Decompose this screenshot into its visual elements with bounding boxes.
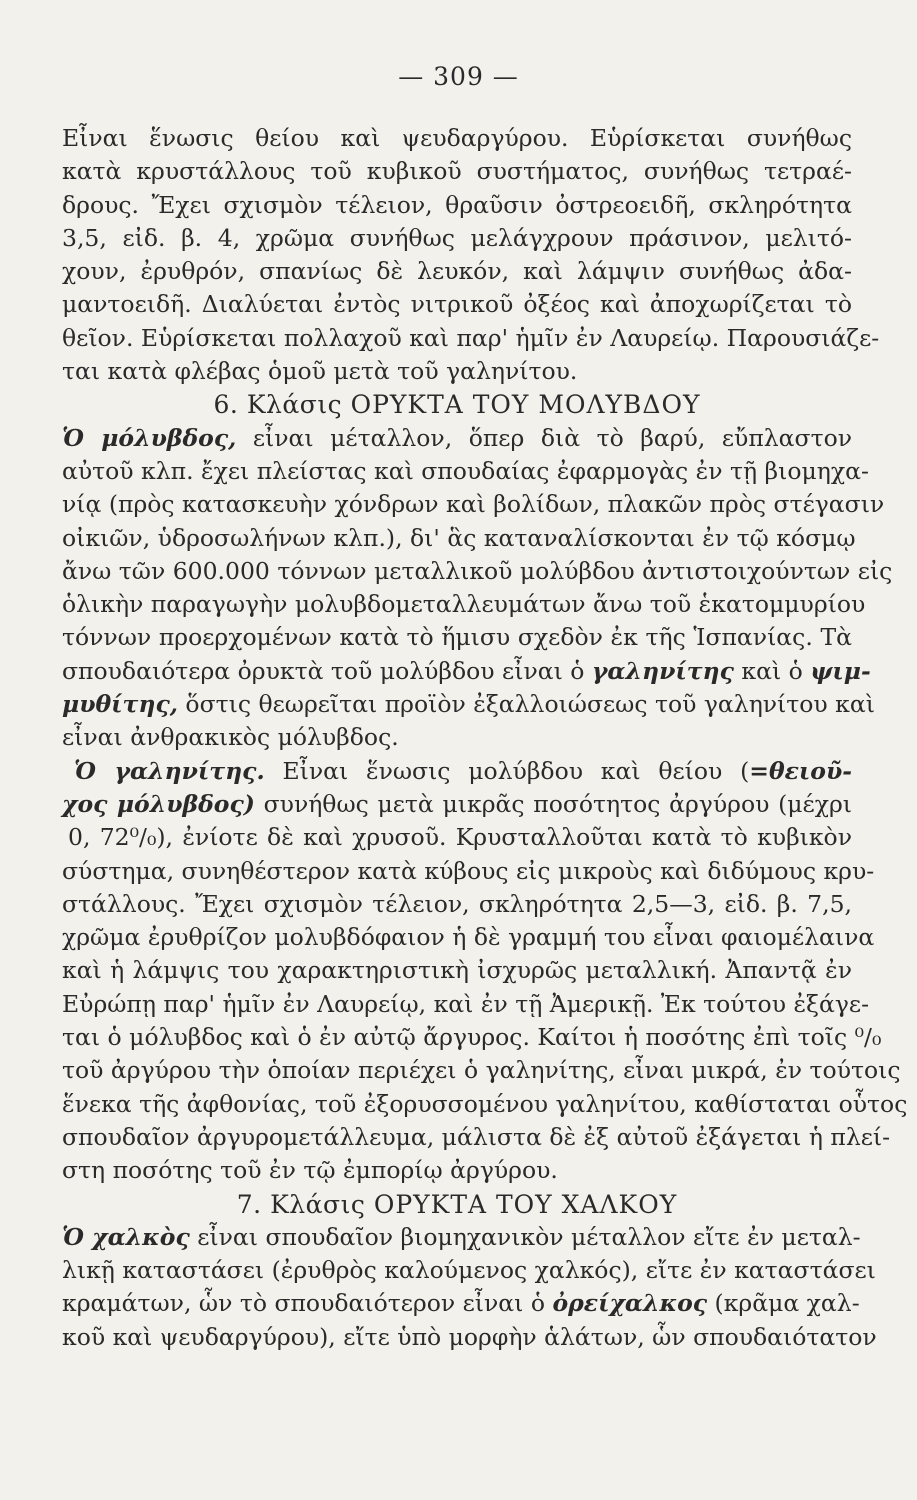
section-title: ΟΡΥΚΤΑ ΤΟΥ ΜΟΛΥΒΔΟΥ	[350, 390, 701, 420]
text-line: 0, 72⁰/₀), ἐνίοτε δὲ καὶ χρυσοῦ. Κρυσταλλοῦται κατὰ τὸ κυβικὸν	[68, 823, 852, 852]
term-lead: Ὁ μόλυβδος,	[62, 423, 237, 452]
text-line: κατὰ κρυστάλλους τοῦ κυβικοῦ συστήματος, συνήθως τετραέ-	[62, 157, 852, 186]
text-line: σπουδαῖον ἀργυρομετάλλευμα, μάλιστα δὲ ἐξ αὐτοῦ ἐξάγεται ἡ πλεί-	[62, 1122, 891, 1151]
text-line: μαντοειδῆ. Διαλύεται ἐντὸς νιτρικοῦ ὀξέος καὶ ἀποχωρίζεται τὸ	[62, 290, 852, 319]
text-line: χρῶμα ἐρυθρίζον μολυβδόφαιον ἡ δὲ γραμμή του εἶναι φαιομέλαινα	[62, 923, 875, 952]
text-line: Ὁ χαλκὸς εἶναι σπουδαῖον βιομηχανικὸν μέταλλον εἴτε ἐν μεταλ-	[62, 1222, 861, 1251]
term-cerussite: ψιμ-	[810, 656, 871, 685]
term-copper: Ὁ χαλκὸς	[62, 1222, 190, 1251]
body-text	[62, 122, 908, 1354]
text-line: οἰκιῶν, ὑδροσωλήνων κλπ.), δι' ἃς καταναλίσκονται ἐν τῷ κόσμῳ	[62, 523, 856, 552]
text-line: τόννων προερχομένων κατὰ τὸ ἥμισυ σχεδὸν ἐκ τῆς Ἱσπανίας. Τὰ	[62, 623, 852, 652]
text-line: Εὐρώπῃ παρ' ἡμῖν ἐν Λαυρείῳ, καὶ ἐν τῇ Ἀμερικῇ. Ἐκ τούτου ἐξάγε-	[62, 989, 870, 1018]
text-line: ται κατὰ φλέβας ὁμοῦ μετὰ τοῦ γαληνίτου.	[62, 357, 578, 386]
term-galena: γαληνίτης	[591, 656, 734, 685]
section-number: 7.	[236, 1189, 262, 1219]
text-line: στάλλους. Ἔχει σχισμὸν τέλειον, σκληρότητα 2,5—3, εἰδ. β. 7,5,	[62, 889, 852, 918]
text-line: κοῦ καὶ ψευδαργύρου), εἴτε ὑπὸ μορφὴν ἁλάτων, ὧν σπουδαιότατον	[62, 1322, 877, 1351]
term-galena-head: Ὁ γαληνίτης.	[74, 756, 265, 785]
section-word: Κλάσις	[270, 1189, 366, 1219]
text-line: θεῖον. Εὑρίσκεται πολλαχοῦ καὶ παρ' ἡμῖν ἐν Λαυρείῳ. Παρουσιάζε-	[62, 323, 880, 352]
text-line: χος μόλυβδος) συνήθως μετὰ μικρᾶς ποσότητος ἀργύρου (μέχρι	[62, 789, 852, 818]
section-heading-copper	[62, 1188, 852, 1221]
text-line: ἄνω τῶν 600.000 τόννων μεταλλικοῦ μολύβδου ἀντιστοιχούντων εἰς	[62, 556, 893, 585]
text-line: Ὁ γαληνίτης. Εἶναι ἕνωσις μολύβδου καὶ θείου (=θειοῦ-	[74, 756, 853, 785]
term-lead-sulfide-cont: χος μόλυβδος)	[62, 789, 255, 818]
text-line: αὐτοῦ κλπ. ἔχει πλείστας καὶ σπουδαίας ἐφαρμογὰς ἐν τῇ βιομηχα-	[62, 456, 869, 485]
text-line: σπουδαιότερα ὀρυκτὰ τοῦ μολύβδου εἶναι ὁ γαληνίτης καὶ ὁ ψιμ-	[62, 656, 871, 685]
text-line: νίᾳ (πρὸς κατασκευὴν χόνδρων καὶ βολίδων, πλακῶν πρὸς στέγασιν	[62, 490, 885, 519]
text-line: εἶναι ἀνθρακικὸς μόλυβδος.	[62, 723, 399, 752]
text-line: στη ποσότης τοῦ ἐν τῷ ἐμπορίῳ ἀργύρου.	[62, 1156, 558, 1185]
page-number: — 309 —	[398, 62, 519, 91]
text-line: μυθίτης, ὅστις θεωρεῖται προϊὸν ἐξαλλοιώσεως τοῦ γαληνίτου καὶ	[62, 690, 875, 719]
section-title: ΟΡΥΚΤΑ ΤΟΥ ΧΑΛΚΟΥ	[373, 1189, 678, 1219]
section-word: Κλάσις	[246, 390, 343, 420]
text-line: ται ὁ μόλυβδος καὶ ὁ ἐν αὐτῷ ἄργυρος. Καίτοι ἡ ποσότης ἐπὶ τοῖς ⁰/₀	[62, 1023, 882, 1052]
text-line: Ὁ μόλυβδος, εἶναι μέταλλον, ὅπερ διὰ τὸ βαρύ, εὔπλαστον	[62, 423, 852, 452]
text-line: λικῇ καταστάσει (ἐρυθρὸς καλούμενος χαλκός), εἴτε ἐν καταστάσει	[62, 1256, 876, 1285]
text-line: Εἶναι ἕνωσις θείου καὶ ψευδαργύρου. Εὑρίσκεται συνήθως	[62, 124, 852, 152]
text-line: δρους. Ἔχει σχισμὸν τέλειον, θραῦσιν ὀστρεοειδῆ, σκληρότητα	[62, 190, 852, 219]
text-line: κραμάτων, ὧν τὸ σπουδαιότερον εἶναι ὁ ὀρείχαλκος (κρᾶμα χαλ-	[62, 1289, 860, 1318]
term-cerussite-cont: μυθίτης,	[62, 690, 178, 719]
text-line: 3,5, εἰδ. β. 4, χρῶμα συνήθως μελάγχρουν πράσινον, μελιτό-	[62, 223, 852, 252]
term-brass: ὀρείχαλκος	[552, 1289, 708, 1318]
term-lead-sulfide: =θειοῦ-	[749, 756, 853, 785]
text-line: χουν, ἐρυθρόν, σπανίως δὲ λευκόν, καὶ λάμψιν συνήθως ἀδα-	[62, 257, 852, 286]
text-line: ὁλικὴν παραγωγὴν μολυβδομεταλλευμάτων ἄνω τοῦ ἑκατομμυρίου	[62, 590, 866, 619]
text-line: καὶ ἡ λάμψις του χαρακτηριστικὴ ἰσχυρῶς μεταλλική. Ἀπαντᾷ ἐν	[62, 956, 852, 985]
text-line: τοῦ ἀργύρου τὴν ὁποίαν περιέχει ὁ γαληνίτης, εἶναι μικρά, ἐν τούτοις	[62, 1056, 901, 1085]
text-line: σύστημα, συνηθέστερον κατὰ κύβους εἰς μικροὺς καὶ διδύμους κρυ-	[62, 856, 875, 885]
section-number: 6.	[213, 390, 239, 420]
text-line: ἕνεκα τῆς ἀφθονίας, τοῦ ἐξορυσσομένου γαληνίτου, καθίσταται οὗτος	[62, 1089, 908, 1118]
section-heading-lead	[62, 388, 852, 421]
